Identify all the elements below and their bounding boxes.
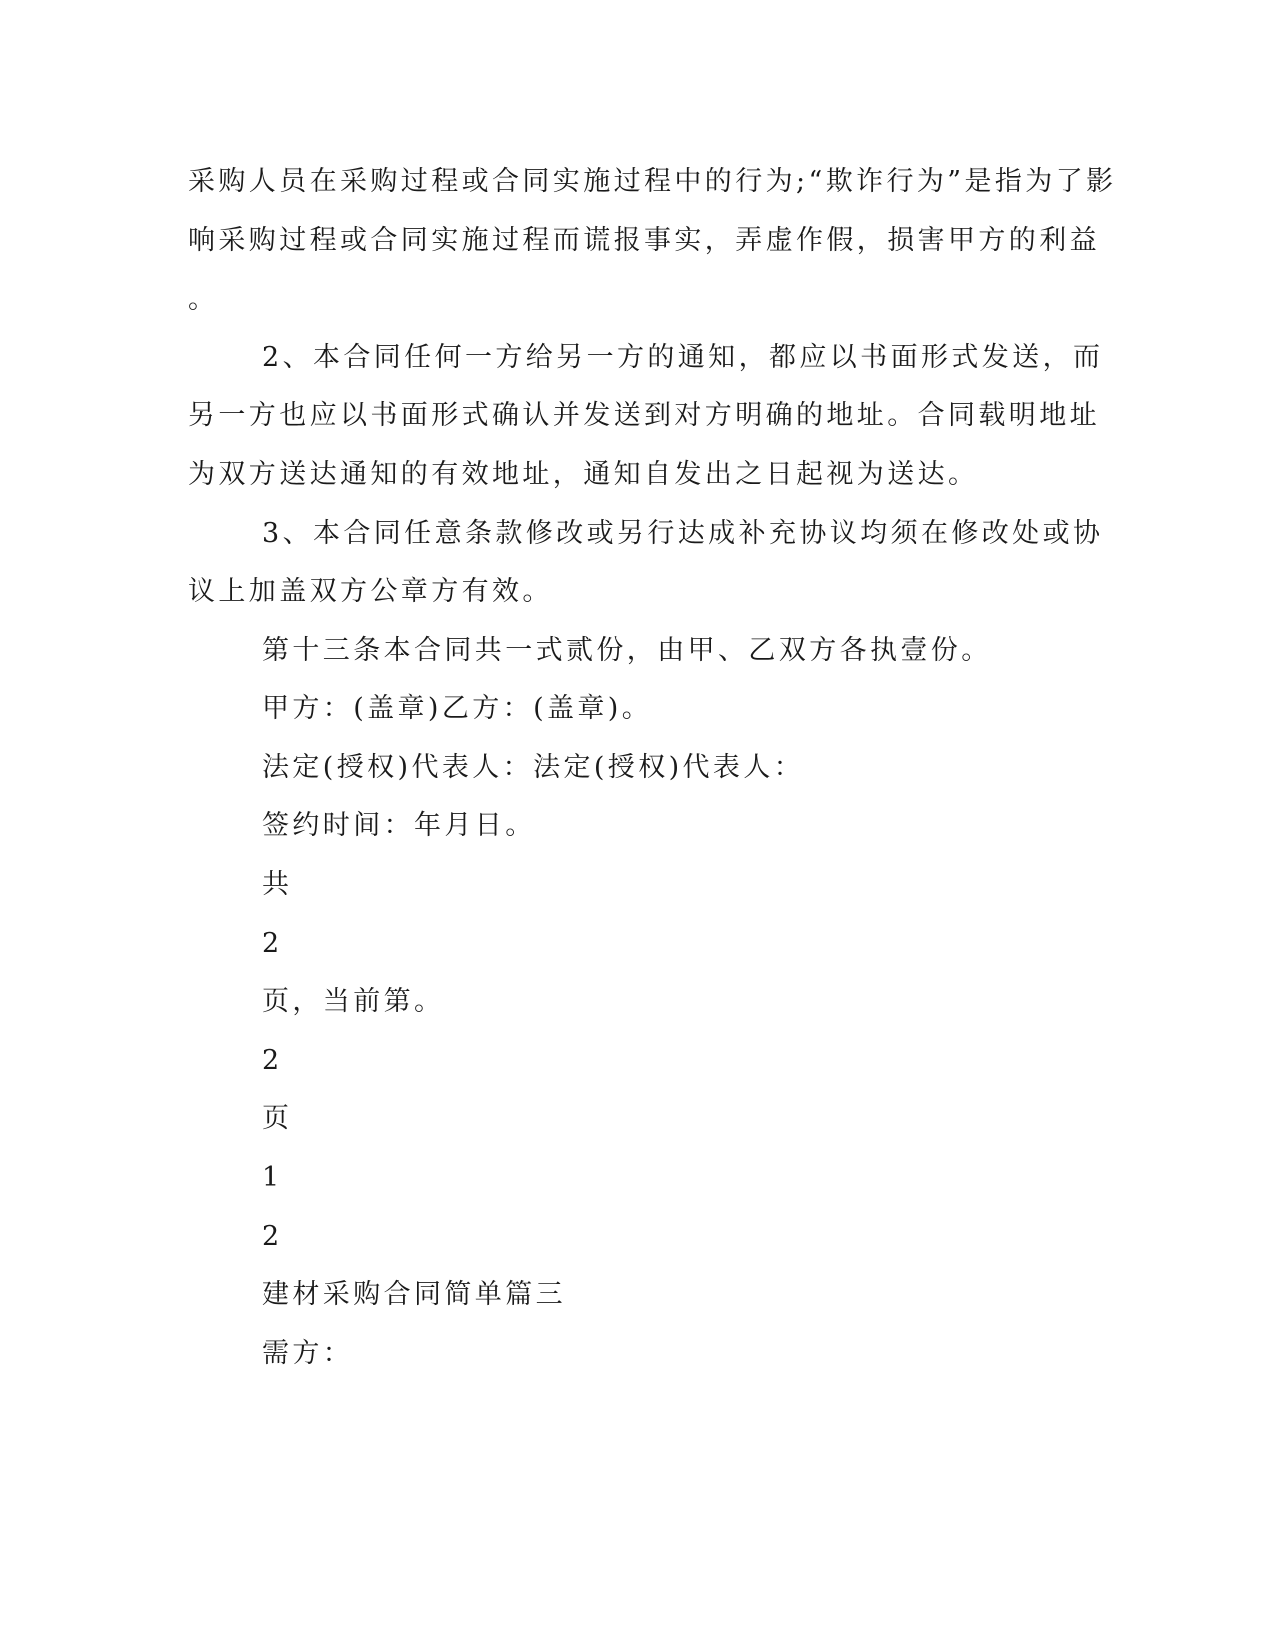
paragraph-line: 签约时间：年月日。 [262,810,536,841]
paragraph-line: 采购人员在采购过程或合同实施过程中的行为;“欺诈行为”是指为了影 [188,166,1117,197]
paragraph-line: 1 [262,1162,283,1193]
paragraph-line: 共 [262,869,293,900]
paragraph-line: 议上加盖双方公章方有效。 [188,576,553,607]
paragraph-line: 响采购过程或合同实施过程而谎报事实，弄虚作假，损害甲方的利益 [188,225,1100,256]
paragraph-line: 2 [262,928,283,959]
paragraph-line: 页 [262,1103,293,1134]
paragraph-line: 第十三条本合同共一式贰份，由甲、乙双方各执壹份。 [262,635,992,666]
paragraph-line: 。 [188,284,219,315]
paragraph-line: 页，当前第。 [262,986,445,1017]
paragraph-line: 需方： [262,1338,354,1369]
paragraph-line: 法定(授权)代表人：法定(授权)代表人： [262,752,805,783]
paragraph-line: 另一方也应以书面形式确认并发送到对方明确的地址。合同载明地址 [188,400,1100,431]
paragraph-line: 2、本合同任何一方给另一方的通知，都应以书面形式发送，而 [262,342,1104,373]
paragraph-line: 2 [262,1045,283,1076]
paragraph-line: 为双方送达通知的有效地址，通知自发出之日起视为送达。 [188,459,979,490]
paragraph-line: 3、本合同任意条款修改或另行达成补充协议均须在修改处或协 [262,518,1104,549]
paragraph-line: 甲方：(盖章)乙方：(盖章)。 [262,693,653,724]
section-heading: 建材采购合同简单篇三 [262,1279,566,1310]
paragraph-line: 2 [262,1221,283,1252]
